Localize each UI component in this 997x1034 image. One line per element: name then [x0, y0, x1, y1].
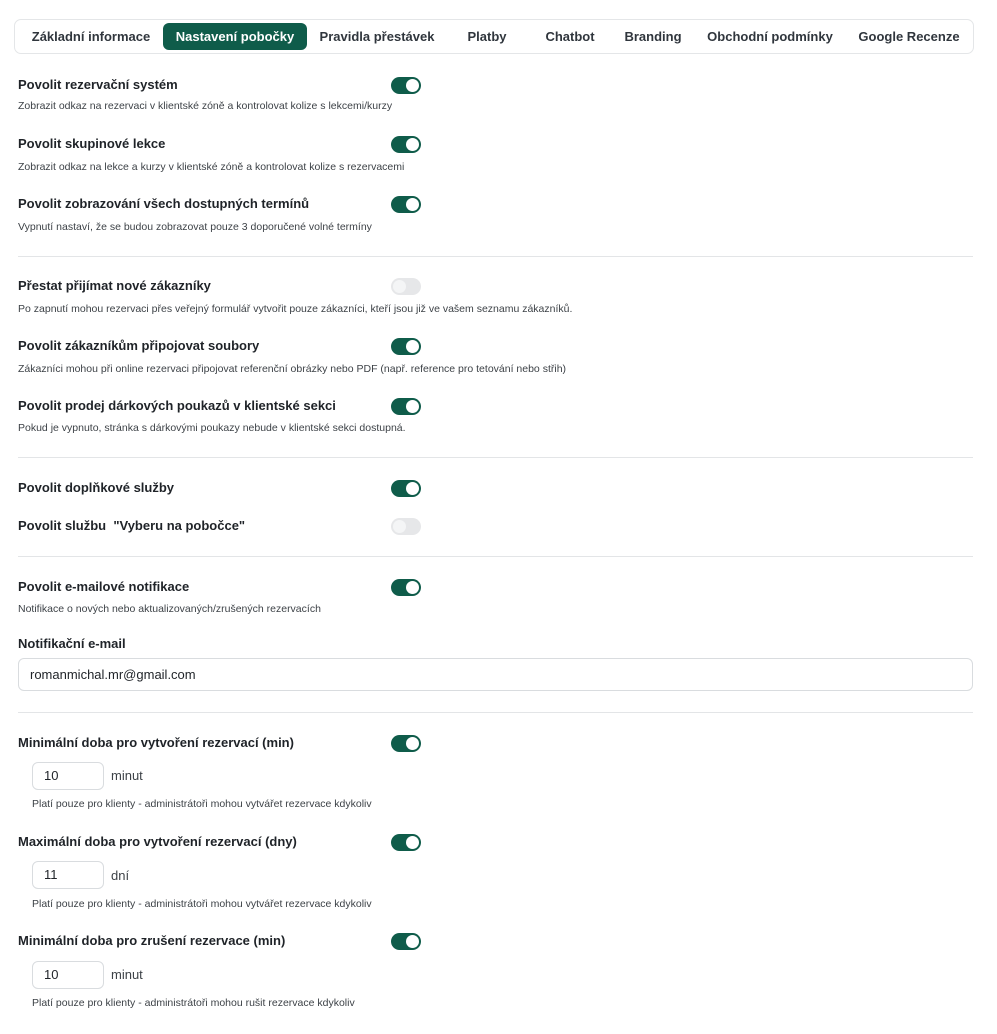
tab-terms[interactable]: Obchodní podmínky — [707, 29, 833, 44]
max-create-desc: Platí pouze pro klienty - administrátoři mohou vytvářet rezervace kdykoliv — [32, 898, 372, 910]
min-create-label: Minimální doba pro vytvoření rezervací (min) — [18, 735, 294, 750]
stop-new-customers-desc: Po zapnutí mohou rezervaci přes veřejný formulář vytvořit pouze zákazníci, kteří jsou již ve vašem seznamu zákazníků. — [18, 303, 573, 315]
max-create-label: Maximální doba pro vytvoření rezervací (dny) — [18, 834, 297, 849]
max-create-toggle[interactable] — [391, 834, 421, 851]
min-cancel-toggle[interactable] — [391, 933, 421, 950]
stop-new-customers-label: Přestat přijímat nové zákazníky — [18, 278, 211, 293]
notification-email-label: Notifikační e-mail — [18, 636, 126, 651]
pickup-service-label: Povolit službu "Vyberu na pobočce" — [18, 518, 246, 533]
section-divider — [18, 712, 973, 713]
gift-vouchers-toggle[interactable] — [391, 398, 421, 415]
toggle-knob — [406, 935, 419, 948]
attach-files-label: Povolit zákazníkům připojovat soubory — [18, 338, 260, 353]
attach-files-toggle[interactable] — [391, 338, 421, 355]
tab-payments[interactable]: Platby — [467, 29, 507, 44]
toggle-knob — [393, 520, 406, 533]
gift-vouchers-desc: Pokud je vypnuto, stránka s dárkovými poukazy nebude v klientské sekci dostupná. — [18, 422, 406, 434]
toggle-knob — [406, 340, 419, 353]
min-cancel-input[interactable]: 10 — [32, 961, 104, 989]
section-divider — [18, 556, 973, 557]
tab-google-reviews[interactable]: Google Recenze — [858, 29, 960, 44]
toggle-knob — [393, 280, 406, 293]
email-notifications-label: Povolit e-mailové notifikace — [18, 579, 190, 594]
addon-services-toggle[interactable] — [391, 480, 421, 497]
reservation-system-label: Povolit rezervační systém — [18, 77, 178, 92]
group-lessons-desc: Zobrazit odkaz na lekce a kurzy v klientské zóně a kontrolovat kolize s rezervacemi — [18, 161, 405, 173]
toggle-knob — [406, 138, 419, 151]
settings-tabs — [14, 19, 974, 54]
min-create-toggle[interactable] — [391, 735, 421, 752]
tab-basic-info[interactable]: Základní informace — [31, 29, 151, 44]
all-slots-label: Povolit zobrazování všech dostupných termínů — [18, 196, 310, 211]
tab-chatbot[interactable]: Chatbot — [545, 29, 595, 44]
max-create-unit: dní — [111, 868, 130, 883]
addon-services-label: Povolit doplňkové služby — [18, 480, 175, 495]
gift-vouchers-label: Povolit prodej dárkových poukazů v klientské sekci — [18, 398, 336, 413]
pickup-service-toggle[interactable] — [391, 518, 421, 535]
min-cancel-unit: minut — [111, 967, 143, 982]
section-divider — [18, 256, 973, 257]
min-cancel-label: Minimální doba pro zrušení rezervace (min) — [18, 933, 286, 948]
attach-files-desc: Zákazníci mohou při online rezervaci připojovat referenční obrázky nebo PDF (např. reference pro tetování nebo střih) — [18, 363, 567, 375]
max-create-input[interactable]: 11 — [32, 861, 104, 889]
all-slots-toggle[interactable] — [391, 196, 421, 213]
group-lessons-toggle[interactable] — [391, 136, 421, 153]
email-notifications-desc: Notifikace o nových nebo aktualizovaných/zrušených rezervacích — [18, 603, 321, 615]
reservation-system-toggle[interactable] — [391, 77, 421, 94]
notification-email-input[interactable]: romanmichal.mr@gmail.com — [18, 658, 973, 691]
toggle-knob — [406, 737, 419, 750]
min-create-desc: Platí pouze pro klienty - administrátoři mohou vytvářet rezervace kdykoliv — [32, 798, 372, 810]
toggle-knob — [406, 581, 419, 594]
reservation-system-desc: Zobrazit odkaz na rezervaci v klientské zóně a kontrolovat kolize s lekcemi/kurzy — [18, 100, 393, 112]
toggle-knob — [406, 79, 419, 92]
min-cancel-desc: Platí pouze pro klienty - administrátoři mohou rušit rezervace kdykoliv — [32, 997, 355, 1009]
section-divider — [18, 457, 973, 458]
stop-new-customers-toggle[interactable] — [391, 278, 421, 295]
toggle-knob — [406, 198, 419, 211]
toggle-knob — [406, 400, 419, 413]
tab-branding[interactable]: Branding — [624, 29, 682, 44]
tab-branch-settings[interactable]: Nastavení pobočky — [163, 23, 307, 50]
group-lessons-label: Povolit skupinové lekce — [18, 136, 166, 151]
toggle-knob — [406, 836, 419, 849]
min-create-input[interactable]: 10 — [32, 762, 104, 790]
tab-break-rules[interactable]: Pravidla přestávek — [319, 29, 435, 44]
toggle-knob — [406, 482, 419, 495]
email-notifications-toggle[interactable] — [391, 579, 421, 596]
min-create-unit: minut — [111, 768, 143, 783]
all-slots-desc: Vypnutí nastaví, že se budou zobrazovat pouze 3 doporučené volné termíny — [18, 221, 372, 233]
